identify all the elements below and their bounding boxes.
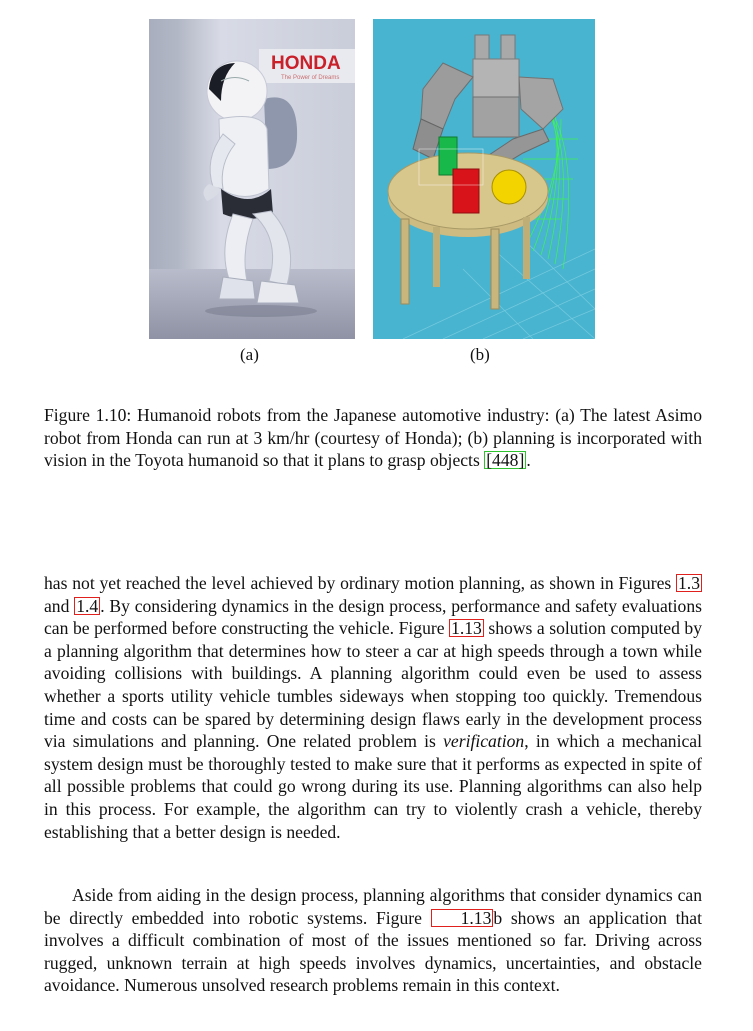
figure-caption: Figure 1.10: Humanoid robots from the Japanese automotive industry: (a) The latest Asimo robot from Honda can run at 3 km/hr (courtesy of Honda); (b) planning is incorporated with vision in the Toyota humanoid so that it plans to grasp objects [448] . bbox=[44, 405, 702, 471]
caption-text: Humanoid robots from the Japanese automotive industry: (a) The latest Asimo robot from Honda can run at 3 km/hr (courtesy of Honda); (b) planning is incorporated with vision in the Toyota humanoid so that it plans to grasp objects bbox=[44, 405, 702, 471]
figure-ref-1-3-link[interactable]: 1.3 bbox=[678, 573, 700, 593]
body-paragraph-2: Aside from aiding in the design process, planning algorithms that consider dynamics can be directly embedded into robotic systems. Figure 1.13 b shows an application that involves a difficult combination of most of the issues mentioned so far. Driving across rugged, unknown terrain at high speeds involves dynamics, uncertainties, and obstacle avoidance. Numerous unsolved research problems remain in this context. bbox=[44, 885, 702, 996]
figure-ref-1-13b-link[interactable]: 1.13 bbox=[431, 909, 494, 927]
figure-sublabel-a: (a) bbox=[240, 345, 259, 364]
citation-link-448[interactable]: [448] bbox=[486, 450, 525, 471]
caption-prefix: Figure 1.10: bbox=[44, 405, 132, 425]
figure-ref-1-13-link[interactable]: 1.13 bbox=[451, 618, 482, 639]
figure-sublabel-b: (b) bbox=[470, 345, 490, 364]
body-paragraph-1: has not yet reached the level achieved by ordinary motion planning, as shown in Figures 1.3 and 1.4 . By considering dynamics in the design process, performance and safety evaluations can be performed before constructing the vehicle. Figure 1.13 shows a solution computed by a planning algorithm that determines how to steer a car at high speeds through a town while avoiding collisions with buildings. A planning algorithm could even be used to assess whether a sports utility vehicle tumbles sideways when stopping too quickly. Tremendous time and costs can be spared by determining design flaws early in the development process via simulations and planning. One related problem is verification, in which a mechanical system design must be thoroughly tested to make sure that it performs as expected in spite of all possible problems that could go wrong during its use. Planning algorithms can also help in this process. For example, the algorithm can try to violently crash a vehicle, thereby establishing that a better design is needed. bbox=[44, 573, 702, 842]
figure-ref-1-4-link[interactable]: 1.4 bbox=[76, 595, 99, 616]
honda-sign-subtext: The Power of Dreams bbox=[281, 75, 340, 81]
toyota-simulation-image bbox=[373, 19, 595, 339]
toyota-simulation-illustration bbox=[373, 19, 595, 339]
asimo-photo bbox=[149, 19, 355, 339]
asimo-illustration bbox=[149, 19, 355, 339]
red-box bbox=[453, 169, 479, 213]
yellow-ball bbox=[492, 170, 526, 204]
honda-sign-text: HONDA bbox=[271, 53, 341, 74]
emphasis-verification: verification bbox=[443, 731, 525, 752]
